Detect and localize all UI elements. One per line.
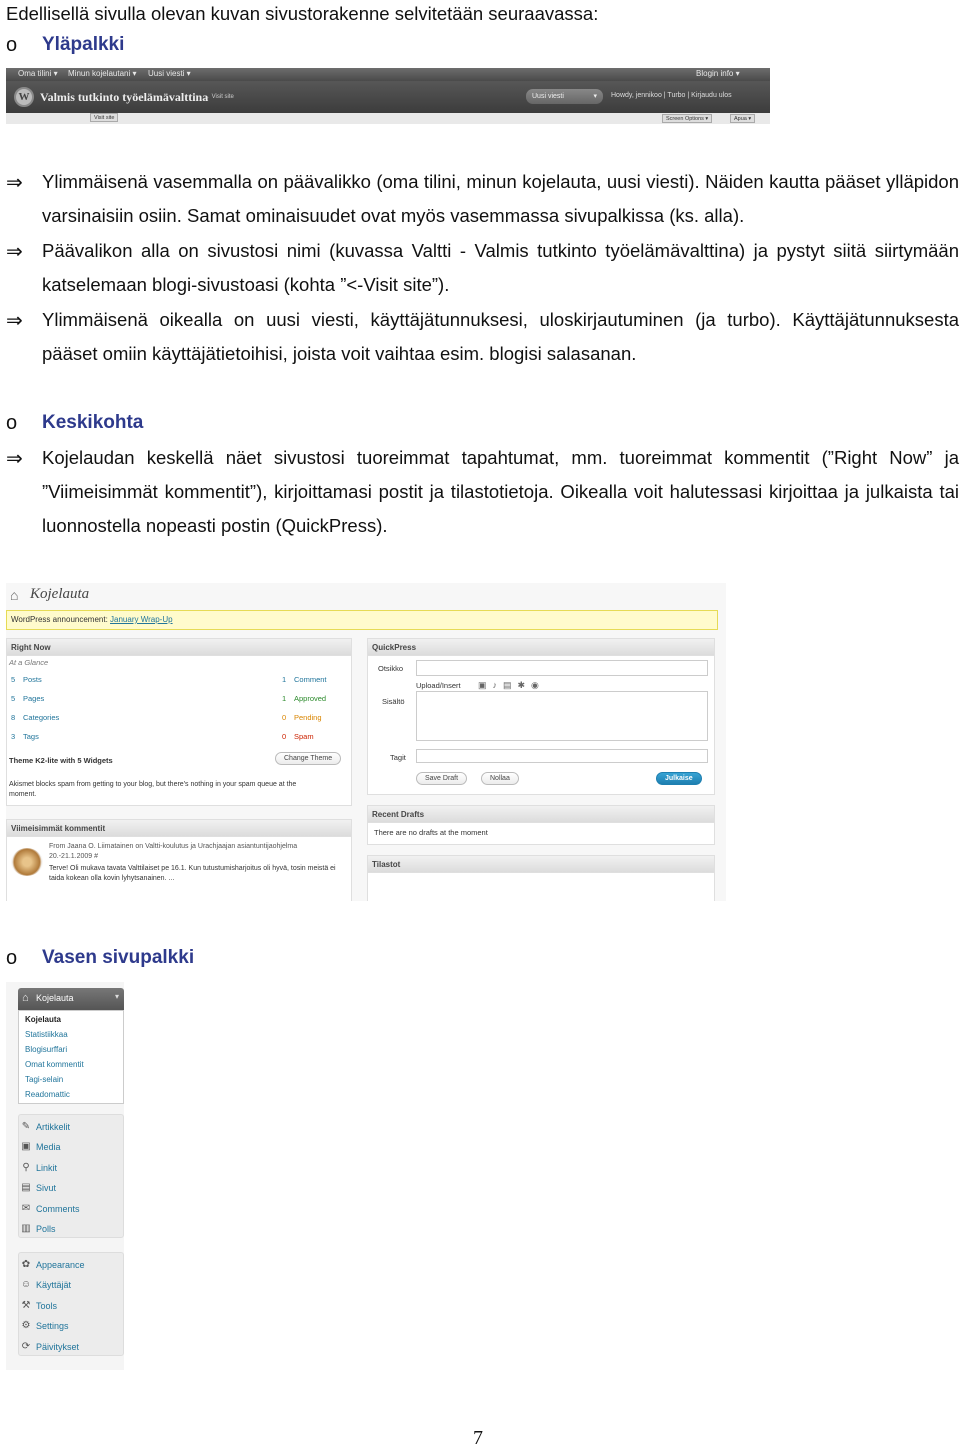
paragraph-1: Ylimmäisenä vasemmalla on päävalikko (oma tilini, minun kojelauta, uusi viesti). Näiden kautta pääset ylläpidon varsinaisiin osiin. Samat ominaisuudet ovat myös vasemmassa sivupalkissa (ks. alla). bbox=[42, 171, 959, 226]
sidebar-item-label: Päivitykset bbox=[36, 1341, 80, 1352]
visit-site-button[interactable]: Visit site bbox=[90, 113, 118, 122]
akismet-text: Akismet blocks spam from getting to your blog, but there's nothing in your spam queue at the moment. bbox=[9, 781, 297, 798]
arrow-icon: ⇒ bbox=[6, 239, 23, 263]
recent-comments-box bbox=[6, 819, 352, 901]
visit-site-link[interactable]: ← Visit site bbox=[204, 94, 234, 100]
title-input[interactable] bbox=[416, 660, 708, 676]
discussion-count[interactable]: 1 bbox=[282, 694, 287, 703]
sidebar-subitem[interactable]: Statistiikkaa bbox=[25, 1030, 68, 1039]
publish-button[interactable]: Julkaise bbox=[656, 772, 702, 785]
stats-box bbox=[367, 855, 715, 901]
sidebar-top-label: Kojelauta bbox=[36, 993, 74, 1003]
sidebar-item-tools[interactable] bbox=[18, 1296, 124, 1316]
announcement-notice bbox=[6, 610, 718, 630]
home-icon: ⌂ bbox=[22, 992, 29, 1004]
menu-item-icon: ⚙ bbox=[21, 1320, 31, 1332]
sidebar-subitem[interactable]: Blogisurffari bbox=[25, 1045, 68, 1054]
sidebar-item-päivitykset[interactable] bbox=[18, 1337, 124, 1357]
right-now-label[interactable]: Pages bbox=[23, 694, 45, 703]
menu-item-icon: ⚒ bbox=[21, 1299, 31, 1311]
at-a-glance-label: At a Glance bbox=[9, 658, 49, 667]
recent-drafts-box bbox=[367, 805, 715, 845]
paragraph-3: Ylimmäisenä oikealla on uusi viesti, käyttäjätunnuksesi, uloskirjautuminen (ja turbo). Käyttäjätunnuksesta pääset omiin käyttäjätietoihisi, joista voit vaihtaa esim. blogisi salasanan. bbox=[42, 309, 959, 364]
tags-input[interactable] bbox=[416, 749, 708, 763]
right-now-label[interactable]: Categories bbox=[23, 713, 60, 722]
sidebar-item-label: Media bbox=[36, 1142, 61, 1153]
menu-kojelautani[interactable]: Minun kojelautani ▾ bbox=[68, 69, 137, 78]
right-now-count[interactable]: 5 bbox=[11, 694, 16, 703]
menu-item-icon: ⚲ bbox=[22, 1161, 30, 1173]
discussion-label[interactable]: Pending bbox=[294, 713, 322, 722]
sidebar-subitem[interactable]: Readomattic bbox=[25, 1090, 70, 1099]
section-bullet: o bbox=[6, 34, 18, 56]
screen-options-button[interactable]: Screen Options ▾ bbox=[662, 114, 712, 123]
notice-prefix: WordPress announcement: bbox=[11, 615, 111, 624]
sidebar-submenu bbox=[18, 1010, 124, 1104]
dashboard-screenshot bbox=[6, 583, 726, 901]
sidebar-subitem[interactable]: Kojelauta bbox=[25, 1015, 62, 1024]
home-icon: ⌂ bbox=[10, 587, 19, 603]
sidebar-item-label: Settings bbox=[36, 1321, 69, 1332]
reset-button[interactable]: Nollaa bbox=[481, 772, 519, 785]
arrow-icon: ⇒ bbox=[6, 446, 23, 470]
right-now-count[interactable]: 8 bbox=[11, 713, 16, 722]
arrow-icon: ⇒ bbox=[6, 170, 23, 194]
paragraph-2: Päävalikon alla on sivustosi nimi (kuvassa Valtti - Valmis tutkinto työelämävalttina) ja pystyt siitä siirtymään katselemaan blogi-sivustoasi (kohta ”<-Visit site”). bbox=[42, 240, 959, 295]
upload-insert-label: Upload/Insert bbox=[416, 681, 461, 690]
admin-header bbox=[6, 81, 770, 113]
title-label: Otsikko bbox=[378, 664, 404, 673]
menu-blogin-info[interactable]: Blogin info ▾ bbox=[696, 69, 740, 78]
right-now-header[interactable]: Right Now bbox=[7, 639, 351, 656]
section-heading-vasen-sivupalkki: Vasen sivupalkki bbox=[42, 947, 195, 968]
discussion-count[interactable]: 1 bbox=[282, 675, 287, 684]
recent-drafts-text: There are no drafts at the moment bbox=[374, 828, 488, 837]
comment-from[interactable]: From Jaana O. Liimatainen on Valtti-koulutus ja Urachjaajan asiantuntijaohjelma 20.-21.1.2009 # bbox=[49, 843, 298, 860]
sidebar-item-label: Comments bbox=[36, 1203, 80, 1214]
sidebar-item-label: Polls bbox=[36, 1224, 56, 1234]
sidebar-item-label: Tools bbox=[36, 1300, 58, 1311]
right-now-count[interactable]: 5 bbox=[11, 675, 16, 684]
menu-item-icon: ▤ bbox=[21, 1182, 31, 1194]
sidebar-item-label: Linkit bbox=[36, 1162, 58, 1173]
sidebar-screenshot bbox=[6, 982, 124, 1370]
sidebar-item-artikkelit[interactable] bbox=[18, 1117, 124, 1137]
section-bullet: o bbox=[6, 412, 18, 434]
sidebar-item-label: Appearance bbox=[36, 1260, 85, 1270]
dashboard-title: Kojelauta bbox=[30, 586, 90, 602]
section-heading-keskikohta: Keskikohta bbox=[42, 412, 144, 433]
intro-text: Edellisellä sivulla olevan kuvan sivustorakenne selvitetään seuraavassa: bbox=[6, 3, 599, 24]
sidebar-subitem[interactable]: Tagi-selain bbox=[25, 1075, 64, 1084]
quickpress-box bbox=[367, 638, 715, 795]
discussion-count[interactable]: 0 bbox=[282, 713, 287, 722]
content-textarea[interactable] bbox=[416, 691, 708, 741]
menu-oma-tilini[interactable]: Oma tilini ▾ bbox=[18, 69, 58, 78]
section-bullet: o bbox=[6, 947, 18, 969]
theme-text: Theme K2-lite with 5 Widgets bbox=[9, 756, 113, 765]
menu-item-icon: ☺ bbox=[20, 1279, 32, 1291]
help-button[interactable]: Apua ▾ bbox=[730, 114, 755, 123]
right-now-count[interactable]: 3 bbox=[11, 732, 16, 741]
sidebar-subitem[interactable]: Omat kommentit bbox=[25, 1060, 84, 1069]
content-label: Sisältö bbox=[382, 697, 405, 706]
new-post-dropdown[interactable] bbox=[526, 89, 603, 104]
page-number: 7 bbox=[473, 1427, 483, 1449]
quickpress-header[interactable]: QuickPress bbox=[368, 639, 714, 656]
media-icons[interactable]: ▣♪▤✱◉ bbox=[478, 680, 545, 690]
menu-uusi-viesti[interactable]: Uusi viesti ▾ bbox=[148, 69, 191, 78]
arrow-icon: ⇒ bbox=[6, 308, 23, 332]
notice-link[interactable]: January Wrap-Up bbox=[110, 615, 173, 624]
right-now-label[interactable]: Tags bbox=[23, 732, 39, 741]
stats-header[interactable]: Tilastot bbox=[368, 856, 714, 873]
recent-drafts-header[interactable]: Recent Drafts bbox=[368, 806, 714, 823]
menu-item-icon: ⟳ bbox=[21, 1340, 31, 1352]
sidebar-item-käyttäjät[interactable] bbox=[18, 1275, 124, 1295]
sidebar-item-label: Sivut bbox=[36, 1183, 57, 1194]
sidebar-item-label: Artikkelit bbox=[36, 1122, 71, 1132]
right-now-label[interactable]: Posts bbox=[23, 675, 42, 684]
sidebar-item-media[interactable] bbox=[18, 1137, 124, 1157]
comment-body: Terve! Oli mukava tavata Valttilaiset pe 16.1. Kun tutustumisharjoitus oli hyvä, tosin meistä ei taida kokean olla kovin lyhytsanainen. ... bbox=[49, 865, 336, 882]
menu-item-icon: ▣ bbox=[21, 1141, 31, 1153]
sidebar-item-polls[interactable] bbox=[18, 1219, 124, 1239]
discussion-label[interactable]: Approved bbox=[294, 694, 327, 703]
admin-subbar bbox=[6, 113, 770, 124]
change-theme-button[interactable]: Change Theme bbox=[275, 752, 341, 765]
discussion-count[interactable]: 0 bbox=[282, 732, 287, 741]
discussion-label[interactable]: Spam bbox=[294, 732, 314, 741]
menu-item-icon: ✎ bbox=[21, 1121, 31, 1132]
right-now-box bbox=[6, 638, 352, 806]
sidebar-item-sivut[interactable] bbox=[18, 1178, 124, 1198]
site-name[interactable]: Valmis tutkinto työelämävalttina bbox=[40, 90, 209, 104]
recent-comments-header[interactable]: Viimeisimmät kommentit bbox=[7, 820, 351, 837]
discussion-label[interactable]: Comment bbox=[294, 675, 327, 684]
chevron-down-icon: ▾ bbox=[114, 992, 119, 1001]
menu-item-icon: ▥ bbox=[21, 1223, 31, 1234]
paragraph-4: Kojelaudan keskellä näet sivustosi tuoreimmat tapahtumat, mm. tuoreimmat kommentit (”Right Now” ja ”Viimeisimmät kommentit”), kirjoittamasi postit ja tilastotietoja. Oikealla voit halutessasi kirjoittaa ja julkaista tai luonnostella nopeasti postin (QuickPress). bbox=[42, 447, 959, 536]
new-post-label: Uusi viesti bbox=[532, 93, 564, 100]
menu-item-icon: ✉ bbox=[21, 1202, 31, 1214]
chevron-down-icon: ▾ bbox=[593, 93, 597, 100]
save-draft-button[interactable]: Save Draft bbox=[416, 772, 467, 785]
sidebar-item-appearance[interactable] bbox=[18, 1255, 124, 1275]
sidebar-item-label: Käyttäjät bbox=[36, 1280, 72, 1291]
avatar bbox=[11, 848, 43, 876]
menu-item-icon: ✿ bbox=[21, 1259, 31, 1270]
sidebar-item-comments[interactable] bbox=[18, 1199, 124, 1219]
wordpress-logo-icon: W bbox=[14, 87, 34, 107]
sidebar-item-linkit[interactable] bbox=[18, 1158, 124, 1178]
user-links[interactable]: Howdy, jennikoo | Turbo | Kirjaudu ulos bbox=[611, 92, 732, 99]
sidebar-item-settings[interactable] bbox=[18, 1316, 124, 1336]
topbar-screenshot bbox=[6, 68, 770, 124]
section-heading-ylapalkki: Yläpalkki bbox=[42, 34, 125, 55]
tags-label: Tagit bbox=[390, 753, 406, 762]
admin-menu-strip bbox=[6, 68, 770, 81]
sidebar-top-item[interactable] bbox=[18, 988, 124, 1010]
